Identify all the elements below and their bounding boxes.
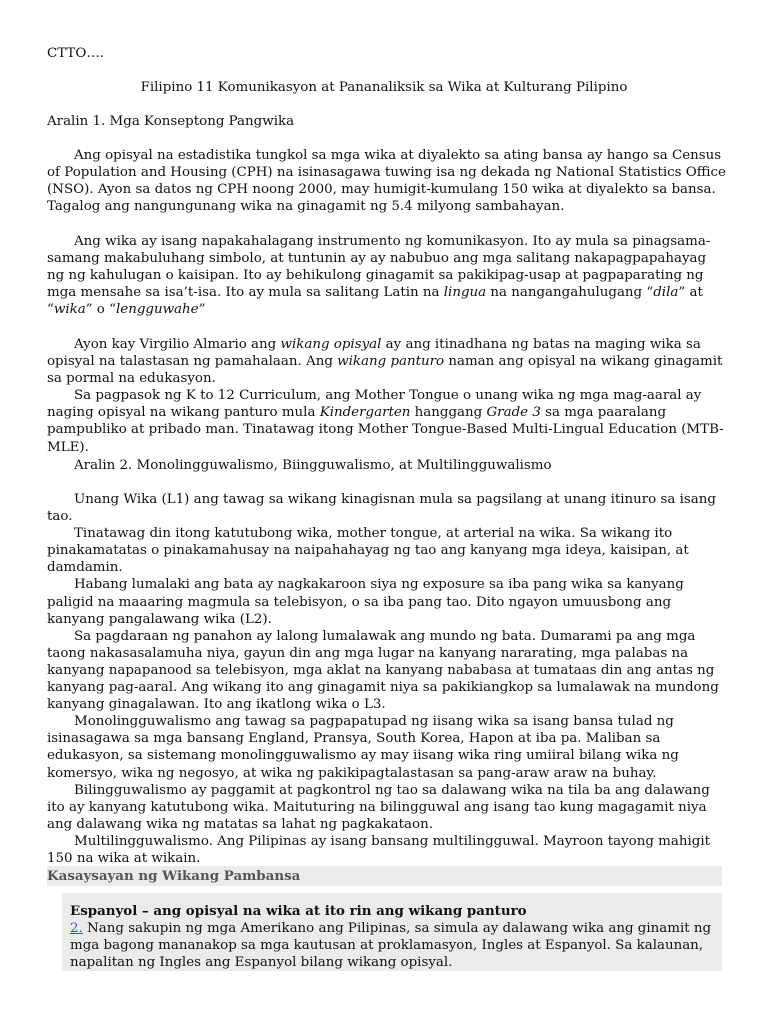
paragraph-text: Ayon kay Virgilio Almario ang wikang opisyal ay ang itinadhana ng batas na maging wika sa opisyal na talastasan ng pamahalaan. Ang wikang panturo naman ang opisyal na wikang ginagamit sa pormal na edukasyon. <box>47 337 723 387</box>
lesson2-heading: Aralin 2. Monolingguwalismo, Biingguwalismo, at Multilingguwalismo <box>74 458 552 473</box>
paragraph-text: Monolingguwalismo ang tawag sa pagpapatupad ng iisang wika sa isang bansa tulad ng isinasagawa sa mga bansang England, Pransya, South Korea, Hapon at iba pa. Maliban sa edukasyon, sa sistemang monolingguwalismo ay may iisang wika ring umiiral bilang wika ng komersyo, wika ng negosyo, at wika ng pakikipagtalastasan sa pang-araw araw na buhay. <box>47 714 679 781</box>
paragraph-text: Ang opisyal na estadistika tungkol sa mga wika at diyalekto sa ating bansa ay hango sa Census of Population and Housing (CPH) na isinasagawa tuwing isa ng dekada ng National Statistics Office (NSO). Ayon sa datos ng CPH noong 2000, may humigit-kumulang 150 wika at diyalekto sa bansa. Tagalog ang nangungunang wika na ginagamit ng 5.4 milyong sambahayan. <box>47 148 726 215</box>
lesson1-paragraph-1 <box>47 147 727 215</box>
lesson1-paragraph-2 <box>47 233 727 318</box>
lesson1-paragraph-3 <box>47 336 727 456</box>
paragraph-text: Unang Wika (L1) ang tawag sa wikang kinagisnan mula sa pagsilang at unang itinuro sa isang tao. <box>47 492 716 525</box>
history-paragraph-text: Nang sakupin ng mga Amerikano ang Pilipinas, sa simula ay dalawang wika ang ginamit ng mga bagong mananakop sa mga kautusan at proklamasyon, Ingles at Espanyol. Sa kalaunan, napalitan ng Ingles ang Espanyol bilang wikang opisyal. <box>70 921 712 971</box>
history-heading: Kasaysayan ng Wikang Pambansa <box>47 868 301 884</box>
paragraph-text: Bilingguwalismo ay paggamit at pagkontrol ng tao sa dalawang wika na tila ba ang dalawang ito ay kanyang katutubong wika. Maituturing na bilingguwal ang isang tao kung magagamit niya ang dalawang wika ng matatas sa lahat ng pagkakataon. <box>47 782 710 832</box>
document-title: Filipino 11 Komunikasyon at Pananaliksik sa Wika at Kulturang Pilipino <box>140 80 628 95</box>
history-paragraph <box>70 920 720 971</box>
paragraph-text: Sa pagdaraan ng panahon ay lalong lumalawak ang mundo ng bata. Dumarami pa ang mga taong nakasasalamuha niya, gayun din ang mga lugar na kanyang nararating, mga palabas na kanyang napapanood sa telebisyon, mga aklat na kanyang nababasa at tumataas din ang antas ng kanyang pag-aaral. Ang wikang ito ang ginagamit niya sa pakikiangkop sa lumalawak na mundong kanyang ginagalawan. Ito ang ikatlong wika o L3. <box>47 628 719 713</box>
paragraph-text: Ang wika ay isang napakahalagang instrumento ng komunikasyon. Ito ay mula sa pinagsama-samang makabuluhang simbolo, at tuntunin ay ay nabubuo ang mga salitang nakapagpapahayag ng ng kahulugan o kaisipan. Ito ay behikulong ginagamit sa pakikipag-usap at pagpaparating ng mga mensahe sa isa’t-isa. Ito ay mula sa salitang Latin na lingua na nangangahulugang “dila” at “wika” o “lengguwahe” <box>47 234 711 318</box>
lesson1-heading: Aralin 1. Mga Konseptong Pangwika <box>47 114 295 129</box>
footnote-link[interactable]: 2. <box>70 921 83 936</box>
paragraph-text: Sa pagpasok ng K to 12 Curriculum, ang Mother Tongue o unang wika ng mga mag-aaral ay naging opisyal na wikang panturo mula Kindergarten hanggang Grade 3 sa mga paaralang pampubliko at pribado man. Tinatawag itong Mother Tongue-Based Multi-Lingual Education (MTB-MLE). <box>47 388 724 455</box>
paragraph-text: Multilingguwalismo. Ang Pilipinas ay isang bansang multilingguwal. Mayroon tayong mahigit 150 na wika at wikain. <box>47 833 711 866</box>
paragraph-text: Habang lumalaki ang bata ay nagkakaroon siya ng exposure sa iba pang wika sa kanyang paligid na maaaring magmula sa telebisyon, o sa iba pang tao. Dito ngayon umuusbong ang kanyang pangalawang wika (L2). <box>47 577 684 627</box>
paragraph-text: Tinatawag din itong katutubong wika, mother tongue, at arterial na wika. Sa wikang ito pinakamatatas o pinakamahusay na naipahahayag ng tao ang kanyang mga ideya, kaisipan, at damdamin. <box>47 526 689 576</box>
credit-text: CTTO…. <box>47 46 104 61</box>
lesson2-body <box>47 491 727 867</box>
history-subheading: Espanyol – ang opisyal na wika at ito rin ang wikang panturo <box>70 903 527 919</box>
